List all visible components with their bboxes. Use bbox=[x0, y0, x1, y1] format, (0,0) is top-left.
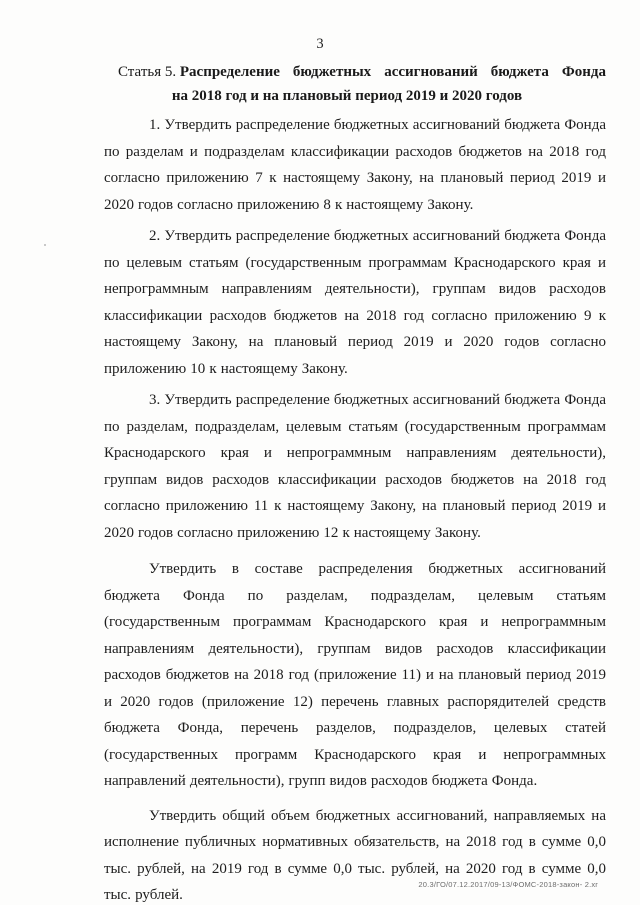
page-number: 3 bbox=[316, 36, 324, 52]
footer-file-code: 20.3/ГО/07.12.2017/09-13/ФОМС-2018-закон- 2.xr bbox=[418, 880, 598, 889]
article-heading-row bbox=[118, 60, 606, 84]
paragraph-2: 2. Утвердить распределение бюджетных ассигнований бюджета Фонда по целевым статьям (государственным программам Краснодарского края и непрограммным направлениям деятельности), группам видов расходов классификации расходов бюджетов на 2018 год согласно приложению 9 к настоящему Закону, на плановый период 2019 и 2020 годов согласно приложению 10 к настоящему Закону. bbox=[104, 228, 606, 377]
article-heading bbox=[118, 60, 606, 108]
article-title-line1: Распределение бюджетных ассигнований бюджета Фонда bbox=[179, 64, 606, 80]
paragraph-4: Утвердить в составе распределения бюджетных ассигнований бюджета Фонда по разделам, подразделам, целевым статьям (государственным программам Краснодарского края и непрограммным направлениям деятельности), группам видов расходов классификации расходов бюджетов на 2018 год (приложение 11) и на плановый период 2019 и 2020 годов (приложение 12) перечень главных распорядителей средств бюджета Фонда, перечень разделов, подразделов, целевых статей (государственных программ Краснодарского края и непрограммных направлений деятельности), групп видов расходов бюджета Фонда. bbox=[104, 561, 606, 789]
article-body bbox=[104, 112, 606, 914]
paragraph-3: 3. Утвердить распределение бюджетных ассигнований бюджета Фонда по разделам, подразделам, целевым статьям (государственным программам Краснодарского края и непрограммным направлениям деятельности), группам видов расходов классификации расходов бюджетов на 2018 год согласно приложению 11 к настоящему Закону, на плановый период 2019 и 2020 годов согласно приложению 12 к настоящему Закону. bbox=[104, 392, 606, 541]
article-number: Статья 5. bbox=[118, 64, 177, 80]
scan-speck bbox=[44, 244, 46, 246]
article-title-line2: на 2018 год и на плановый период 2019 и 2020 годов bbox=[171, 88, 523, 104]
paragraph-5: Утвердить общий объем бюджетных ассигнований, направляемых на исполнение публичных нормативных обязательств, на 2018 год в сумме 0,0 тыс. рублей, на 2019 год в сумме 0,0 тыс. рублей, на 2020 год в сумме 0,0 тыс. рублей. bbox=[104, 807, 606, 903]
paragraph-1: 1. Утвердить распределение бюджетных ассигнований бюджета Фонда по разделам и подразделам классификации расходов бюджетов на 2018 год согласно приложению 7 к настоящему Закону, на плановый период 2019 и 2020 годов согласно приложению 8 к настоящему Закону. bbox=[104, 117, 606, 213]
